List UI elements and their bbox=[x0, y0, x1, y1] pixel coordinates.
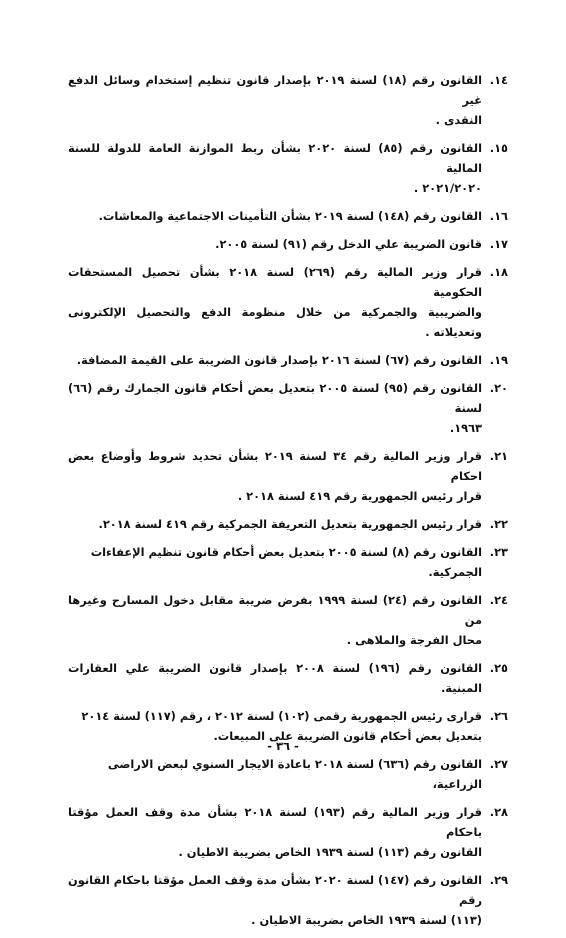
list-item-text bbox=[68, 446, 482, 506]
list-item-number: ٢١. bbox=[489, 449, 508, 463]
list-item-text bbox=[68, 138, 482, 198]
list-item-text bbox=[68, 542, 482, 582]
list-item-number: ١٥. bbox=[489, 141, 508, 155]
list-item-number: ٢٨. bbox=[489, 805, 508, 819]
list-item-line: القانون رقم (١٤٧) لسنة ٢٠٢٠ بشأن مدة وقف العمل مؤقتا باحكام القانون رقم bbox=[67, 873, 482, 907]
list-item-number: ٢٠. bbox=[489, 381, 508, 395]
list-item-text bbox=[68, 590, 482, 650]
list-item-line: القانون رقم (٦٣٦) لسنة ٢٠١٨ باعادة الايجار السنوي لبعض الاراضى bbox=[107, 757, 482, 771]
list-item-number: ١٤. bbox=[489, 73, 508, 87]
list-item-number: ٢٩. bbox=[489, 873, 508, 887]
list-item-line: قرار رئيس الجمهورية رقم ٤١٩ لسنة ٢٠١٨ . bbox=[237, 489, 482, 503]
list-item bbox=[68, 350, 508, 370]
list-item-line: القانون رقم (٨٥) لسنة ٢٠٢٠ بشأن ربط الموازنة العامة للدولة للسنة المالية bbox=[68, 141, 482, 175]
list-item-line: القانون رقم (١٤٨) لسنة ٢٠١٩ بشأن التأمينات الاجتماعية والمعاشات. bbox=[98, 209, 482, 223]
list-item-line: بتعديل بعض أحكام قانون الضريبة على المبيعات. bbox=[213, 729, 482, 743]
list-item-text bbox=[68, 350, 482, 370]
list-item bbox=[68, 70, 508, 130]
list-item-line: القانون رقم (١٩٦) لسنة ٢٠٠٨ بإصدار قانون الضريبة علي العقارات المبنية. bbox=[68, 661, 482, 695]
list-item-line: الجمركية. bbox=[428, 565, 482, 579]
list-item-number: ١٩. bbox=[489, 353, 508, 367]
list-item-line: والضريبية والجمركية من خلال منظومة الدفع والتحصيل الإلكترونى وتعديلاته . bbox=[68, 305, 482, 339]
list-item bbox=[68, 378, 508, 438]
list-item-line: ٢٠٢١/٢٠٢٠ . bbox=[413, 181, 482, 195]
list-item-line: قرار رئيس الجمهورية بتعديل التعريفة الجمركية رقم ٤١٩ لسنة ٢٠١٨. bbox=[98, 517, 482, 531]
list-item-number: ٢٤. bbox=[489, 593, 508, 607]
list-item-line: قرار وزير المالية رقم ٣٤ لسنة ٢٠١٩ بشأن تحديد شروط وأوضاع بعض احكام bbox=[68, 449, 482, 483]
list-item-line: قرارى رئيس الجمهورية رقمى (١٠٢) لسنة ٢٠١٢ ، رقم (١١٧) لسنة ٢٠١٤ bbox=[81, 709, 482, 723]
list-item-number: ٢٦. bbox=[489, 709, 508, 723]
list-item-text bbox=[68, 262, 482, 342]
list-item-text bbox=[68, 378, 482, 438]
list-item-text bbox=[68, 802, 482, 862]
list-item-line: (١١٣) لسنة ١٩٣٩ الخاص بضريبة الاطيان . bbox=[251, 913, 482, 927]
list-item-text bbox=[68, 514, 482, 534]
list-item-number: ٢٥. bbox=[489, 661, 508, 675]
list-item-text bbox=[68, 870, 482, 930]
list-item-number: ٢٧. bbox=[489, 757, 508, 771]
list-item bbox=[68, 590, 508, 650]
list-item-number: ٢٣. bbox=[489, 545, 508, 559]
list-item bbox=[68, 138, 508, 198]
list-item bbox=[68, 446, 508, 506]
list-item-line: القانون رقم (٢٤) لسنة ١٩٩٩ بفرض ضريبة مقابل دخول المسارح وغيرها من bbox=[68, 593, 482, 627]
list-item-line: محال الفرجة والملاهى . bbox=[346, 633, 482, 647]
list-item-line: القانون رقم (٩٥) لسنة ٢٠٠٥ بتعديل بعض أحكام قانون الجمارك رقم (٦٦) لسنة bbox=[68, 381, 482, 415]
legislation-list bbox=[68, 70, 508, 938]
list-item-text bbox=[68, 754, 482, 794]
list-item bbox=[68, 206, 508, 226]
list-item-line: القانون رقم (٦٧) لسنة ٢٠١٦ بإصدار قانون الضريبة على القيمة المضافة. bbox=[76, 353, 482, 367]
list-item-line: ١٩٦٣. bbox=[449, 421, 482, 435]
list-item-number: ١٨. bbox=[489, 265, 508, 279]
page-number: - ٣٦ - bbox=[267, 739, 299, 753]
list-item bbox=[68, 514, 508, 534]
list-item bbox=[68, 754, 508, 794]
list-item-line: الزراعية، bbox=[432, 777, 482, 791]
list-item-line: قرار وزير المالية رقم (٢٦٩) لسنة ٢٠١٨ بشأن تحصيل المستحقات الحكومية bbox=[68, 265, 483, 299]
list-item-line: القانون رقم (١٨) لسنة ٢٠١٩ بإصدار قانون تنظيم إستخدام وسائل الدفع غير bbox=[68, 73, 482, 107]
list-item bbox=[68, 870, 508, 930]
list-item bbox=[68, 262, 508, 342]
list-item-number: ٢٢. bbox=[489, 517, 508, 531]
list-item-text bbox=[68, 206, 482, 226]
list-item-text bbox=[68, 658, 482, 698]
list-item-line: قانون الضريبة علي الدخل رقم (٩١) لسنة ٢٠٠٥. bbox=[215, 237, 482, 251]
list-item-line: قرار وزير المالية رقم (١٩٣) لسنة ٢٠١٨ بشأن مدة وقف العمل مؤقتا باحكام bbox=[68, 805, 483, 839]
list-item-line: النقدى . bbox=[435, 113, 482, 127]
list-item bbox=[68, 542, 508, 582]
list-item-line: القانون رقم (٨) لسنة ٢٠٠٥ بتعديل بعض أحكام قانون تنظيم الإعفاءات bbox=[90, 545, 482, 559]
list-item-text bbox=[68, 70, 482, 130]
list-item-number: ١٦. bbox=[489, 209, 508, 223]
list-item bbox=[68, 802, 508, 862]
list-item bbox=[68, 658, 508, 698]
list-item-line: القانون رقم (١١٣) لسنة ١٩٣٩ الخاص بضريبة الاطيان . bbox=[178, 845, 482, 859]
list-item bbox=[68, 234, 508, 254]
list-item-text bbox=[68, 234, 482, 254]
list-item-number: ١٧. bbox=[489, 237, 508, 251]
